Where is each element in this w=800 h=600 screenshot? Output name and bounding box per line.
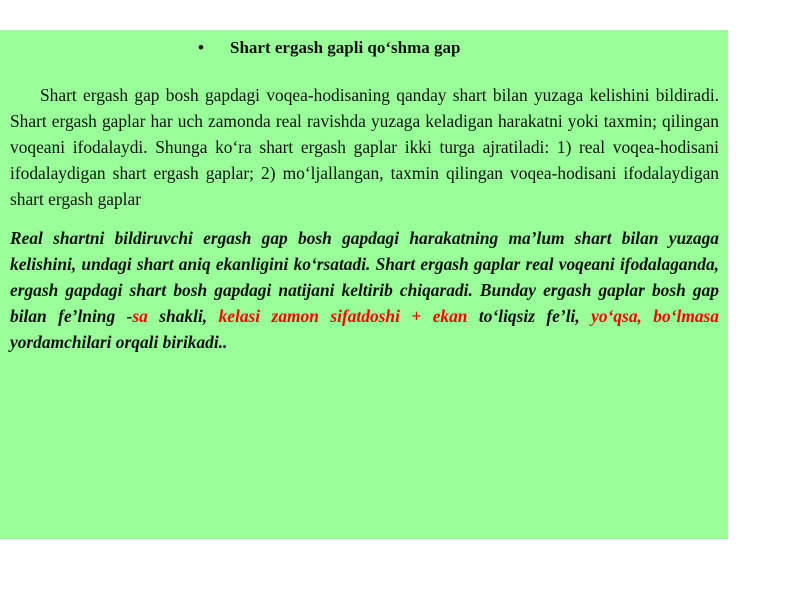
paragraph-real-condition [10, 225, 719, 355]
suffix-sa-highlight: sa [132, 306, 148, 326]
paragraph2-text-part1: Real shartni bildiruvchi ergash gap bosh gapdagi harakatning ma’lum shart bilan yuzaga kelishini, undagi shart aniq ekanligini ko‘rsatadi. Shart ergash gaplar real voqeani ifodalaganda, ergash gapdagi shart bosh gapdagi natijani keltirib chiqaradi. Bunday ergash gaplar bosh gap bilan fe’lning - [10, 228, 719, 326]
paragraph-definition: Shart ergash gap bosh gapdagi voqea-hodisaning qanday shart bilan yuzaga kelishini bildiradi. Shart ergash gaplar har uch zamonda real ravishda yuzaga keladigan harakatni yoki taxmin; qilingan voqeani ifodalaydi. Shunga ko‘ra shart ergash gaplar ikki turga ajratiladi: 1) real voqea-hodisani ifodalaydigan shart ergash gaplar; 2) mo‘ljallangan, taxmin qilingan voqea-hodisani ifodalaydigan shart ergash gaplar [10, 85, 719, 209]
slide-heading [198, 38, 460, 58]
bullet-icon: • [198, 38, 204, 57]
paragraph2-text-part3: to‘liqsiz fe’li, [467, 306, 592, 326]
paragraph2-text-part4: yordamchilari orqali birikadi.. [10, 332, 228, 352]
heading-text: Shart ergash gapli qo‘shma gap [230, 38, 461, 57]
auxiliaries-highlight: yo‘qsa, bo‘lmasa [591, 306, 720, 326]
paragraph2-text-part2: shakli, [147, 306, 219, 326]
participle-highlight: kelasi zamon sifatdoshi + ekan [218, 306, 468, 326]
slide-content-area [0, 30, 728, 539]
